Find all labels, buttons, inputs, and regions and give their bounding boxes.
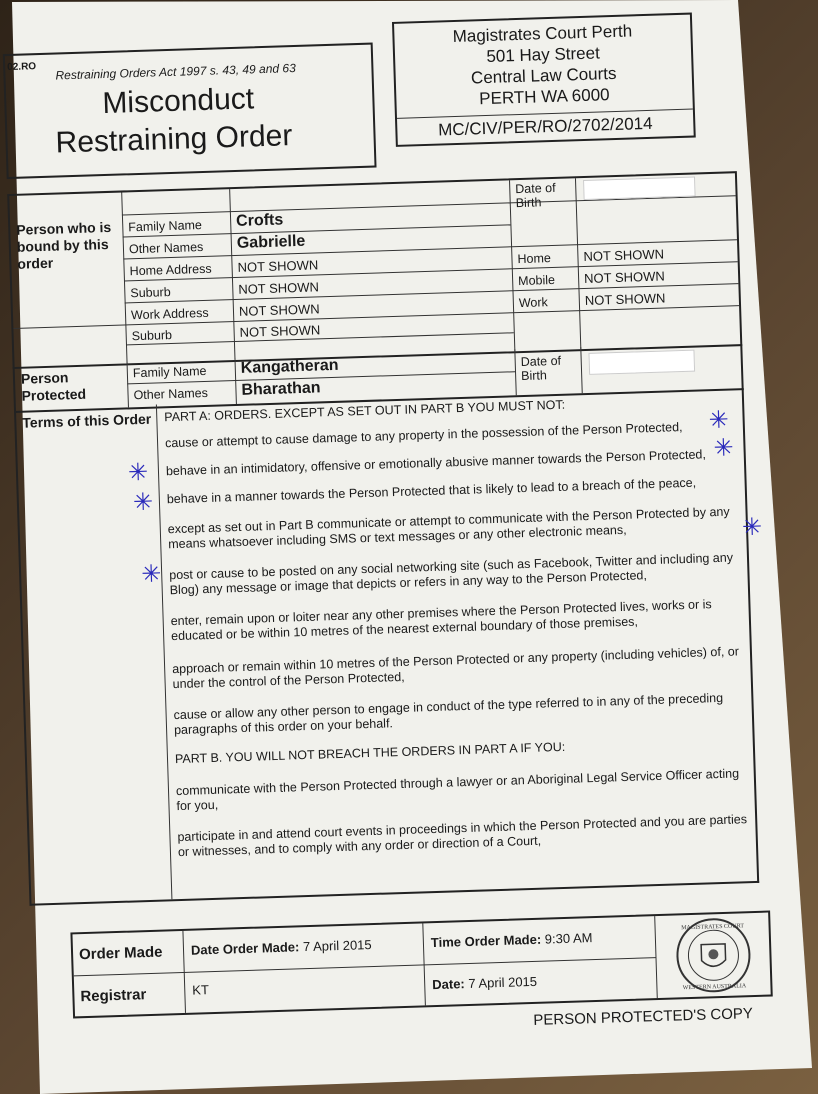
terms-table <box>14 385 759 906</box>
asterisk-mark-icon: ✳ <box>708 405 730 435</box>
bound-other-names: Gabrielle <box>236 232 306 252</box>
copy-label: PERSON PROTECTED'S COPY <box>533 1005 754 1029</box>
part-a-heading: PART A: ORDERS. EXCEPT AS SET OUT IN PART B YOU MUST NOT: <box>164 397 566 425</box>
parties-table <box>7 171 742 369</box>
case-number: MC/CIV/PER/RO/2702/2014 <box>437 113 653 140</box>
time-order-made <box>431 930 593 950</box>
part-b-heading: PART B. YOU WILL NOT BREACH THE ORDERS IN PART A IF YOU: <box>174 739 566 767</box>
bound-mobile-label: Mobile <box>517 272 556 289</box>
time-order-made-value: 9:30 AM <box>544 930 593 947</box>
order-made-label: Order Made <box>78 943 163 964</box>
bound-dob-redacted <box>583 176 696 200</box>
bound-suburb-label: Suburb <box>130 285 171 301</box>
order-a6: enter, remain upon or loiter near any other premises where the Person Protected lives, works or is educated or be within 10 metres of the nearest external boundary of those premises, <box>170 597 712 644</box>
court-seal-icon <box>664 915 762 996</box>
asterisk-mark-icon: ✳ <box>713 433 735 463</box>
terms-section-label: Terms of this Order <box>22 410 152 431</box>
asterisk-mark-icon: ✳ <box>140 559 162 589</box>
bound-dob-label: Date of Birth <box>515 180 556 211</box>
svg-text:WESTERN AUSTRALIA: WESTERN AUSTRALIA <box>682 983 747 992</box>
protected-other-names-label: Other Names <box>133 385 209 403</box>
bound-suburb: NOT SHOWN <box>238 279 320 297</box>
order-a2: behave in an intimidatory, offensive or emotionally abusive manner towards the Person Protected, <box>165 447 707 479</box>
order-a3: behave in a manner towards the Person Protected that is likely to lead to a breach of the peace, <box>166 475 697 507</box>
asterisk-mark-icon: ✳ <box>741 512 763 542</box>
date-order-made-label: Date Order Made: <box>190 939 300 958</box>
court-address <box>394 19 692 112</box>
bound-work-address: NOT SHOWN <box>238 301 320 319</box>
bound-home-address-label: Home Address <box>129 261 212 279</box>
date-order-made <box>191 937 372 958</box>
bound-work-suburb-label: Suburb <box>131 328 173 344</box>
bound-home-phone-label: Home <box>517 251 552 267</box>
order-b2: participate in and attend court events in proceedings in which the Person Protected and you are parties or witnesses, and to comply with any order or direction of a Court, <box>177 812 748 860</box>
title-line-1: Misconduct <box>101 82 255 121</box>
order-a5: post or cause to be posted on any social networking site (such as Facebook, Twitter and including any Blog) any message or image that depicts or refers in any way to the Person Protected, <box>169 550 734 598</box>
bound-work-phone: NOT SHOWN <box>584 290 666 309</box>
registrar-date-value: 7 April 2015 <box>468 973 538 992</box>
court-name: Magistrates Court Perth <box>452 21 633 47</box>
svg-text:MAGISTRATES COURT: MAGISTRATES COURT <box>681 923 745 932</box>
order-b1: communicate with the Person Protected through a lawyer or an Aboriginal Legal Service Officer acting for you, <box>175 766 740 814</box>
act-reference: Restraining Orders Act 1997 s. 43, 49 and 63 <box>55 60 296 83</box>
order-a1: cause or attempt to cause damage to any property in the possession of the Person Protected, <box>164 420 683 451</box>
bound-work-phone-label: Work <box>518 295 549 311</box>
bound-home-address: NOT SHOWN <box>237 257 319 275</box>
bound-work-suburb: NOT SHOWN <box>239 322 321 340</box>
bound-family-name-label: Family Name <box>128 218 203 235</box>
protected-other-names: Bharathan <box>241 379 321 399</box>
asterisk-mark-icon: ✳ <box>127 457 149 487</box>
order-a4: except as set out in Part B communicate or attempt to communicate with the Person Protected by any means whatsoever including SMS or text messages or any other electronic means, <box>167 504 730 552</box>
bound-family-name: Crofts <box>235 211 284 230</box>
order-details-table <box>70 910 772 1018</box>
court-city: PERTH WA 6000 <box>478 85 610 109</box>
order-a8: cause or allow any other person to engage in conduct of the type referred to in any of the preceding paragraphs of this order on your behalf. <box>173 690 724 738</box>
title-box <box>3 43 377 180</box>
registrar-value: KT <box>192 982 210 998</box>
court-building: Central Law Courts <box>470 63 617 88</box>
protected-dob-redacted <box>588 350 695 375</box>
registrar-label: Registrar <box>80 986 147 1006</box>
asterisk-mark-icon: ✳ <box>132 487 154 517</box>
time-order-made-label: Time Order Made: <box>430 931 542 951</box>
order-a7: approach or remain within 10 metres of the Person Protected or any property (including vehicles) of, or under the control of the Person Protected, <box>171 644 740 692</box>
protected-family-name-label: Family Name <box>132 363 207 381</box>
form-code: 02.RO <box>7 61 37 74</box>
protected-dob-label: Date of Birth <box>520 353 562 384</box>
protected-family-name: Kangatheran <box>240 356 339 377</box>
terms-content <box>156 388 761 896</box>
bound-work-address-label: Work Address <box>130 305 209 323</box>
restraining-order-document <box>2 20 793 1053</box>
title-line-2: Restraining Order <box>55 119 293 160</box>
bound-section-label: Person who is bound by this order <box>16 218 112 272</box>
court-box <box>392 13 696 147</box>
registrar-date <box>432 974 537 992</box>
protected-section-label: Person Protected <box>20 369 87 404</box>
court-street: 501 Hay Street <box>486 43 601 66</box>
bound-other-names-label: Other Names <box>128 239 204 257</box>
registrar-date-label: Date: <box>431 976 465 993</box>
date-order-made-value: 7 April 2015 <box>302 937 372 955</box>
bound-mobile: NOT SHOWN <box>583 268 665 287</box>
bound-home-phone: NOT SHOWN <box>583 246 665 265</box>
